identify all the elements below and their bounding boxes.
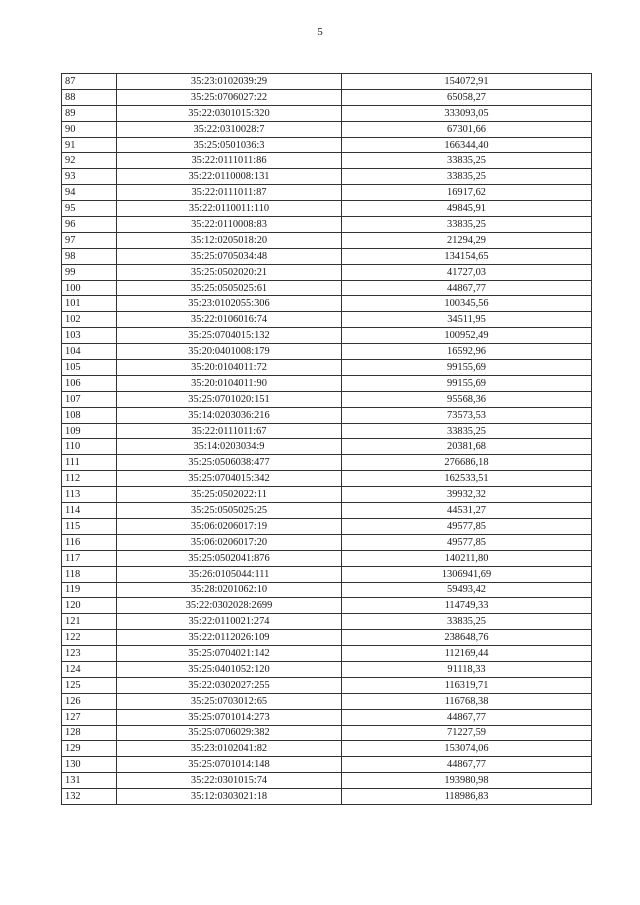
cadastral-value: 41727,03 [342, 264, 592, 280]
cadastral-number: 35:25:0501036:3 [117, 137, 342, 153]
row-number: 116 [62, 534, 117, 550]
cadastral-value: 100345,56 [342, 296, 592, 312]
cadastral-number: 35:28:0201062:10 [117, 582, 342, 598]
table-row [62, 455, 592, 471]
row-number: 118 [62, 566, 117, 582]
row-number: 104 [62, 344, 117, 360]
row-number: 126 [62, 693, 117, 709]
cadastral-number: 35:22:0110021:274 [117, 614, 342, 630]
row-number: 110 [62, 439, 117, 455]
cadastral-value: 118986,83 [342, 789, 592, 805]
row-number: 109 [62, 423, 117, 439]
table-body [62, 74, 592, 805]
cadastral-value: 59493,42 [342, 582, 592, 598]
cadastral-value: 153074,06 [342, 741, 592, 757]
table-row [62, 328, 592, 344]
cadastral-number: 35:25:0701014:273 [117, 709, 342, 725]
cadastral-number: 35:20:0104011:90 [117, 375, 342, 391]
table-row [62, 423, 592, 439]
cadastral-number: 35:22:0301015:320 [117, 105, 342, 121]
table-row [62, 391, 592, 407]
cadastral-value: 193980,98 [342, 773, 592, 789]
cadastral-number: 35:12:0303021:18 [117, 789, 342, 805]
cadastral-number: 35:25:0505025:61 [117, 280, 342, 296]
row-number: 94 [62, 185, 117, 201]
table-row [62, 185, 592, 201]
table-row [62, 661, 592, 677]
cadastral-number: 35:25:0502022:11 [117, 487, 342, 503]
page-number: 5 [317, 26, 323, 38]
row-number: 95 [62, 201, 117, 217]
row-number: 129 [62, 741, 117, 757]
cadastral-number: 35:06:0206017:19 [117, 518, 342, 534]
table-row [62, 280, 592, 296]
table-row [62, 630, 592, 646]
cadastral-number: 35:25:0703012:65 [117, 693, 342, 709]
cadastral-number: 35:25:0505025:25 [117, 503, 342, 519]
cadastral-number: 35:25:0401052:120 [117, 661, 342, 677]
row-number: 88 [62, 89, 117, 105]
row-number: 87 [62, 74, 117, 90]
cadastral-value: 44531,27 [342, 503, 592, 519]
cadastral-value-table [61, 73, 592, 805]
table-row [62, 232, 592, 248]
table-row [62, 677, 592, 693]
row-number: 121 [62, 614, 117, 630]
row-number: 119 [62, 582, 117, 598]
cadastral-value: 276686,18 [342, 455, 592, 471]
cadastral-value: 33835,25 [342, 153, 592, 169]
row-number: 112 [62, 471, 117, 487]
cadastral-number: 35:20:0401008:179 [117, 344, 342, 360]
cadastral-number: 35:25:0701014:148 [117, 757, 342, 773]
cadastral-number: 35:22:0110011:110 [117, 201, 342, 217]
cadastral-number: 35:23:0102055:306 [117, 296, 342, 312]
row-number: 106 [62, 375, 117, 391]
row-number: 97 [62, 232, 117, 248]
cadastral-number: 35:20:0104011:72 [117, 360, 342, 376]
table-row [62, 217, 592, 233]
cadastral-value: 39932,32 [342, 487, 592, 503]
table-row [62, 312, 592, 328]
cadastral-value: 166344,40 [342, 137, 592, 153]
cadastral-value: 91118,33 [342, 661, 592, 677]
cadastral-value: 162533,51 [342, 471, 592, 487]
cadastral-value: 20381,68 [342, 439, 592, 455]
row-number: 128 [62, 725, 117, 741]
cadastral-number: 35:22:0111011:86 [117, 153, 342, 169]
cadastral-number: 35:22:0110008:131 [117, 169, 342, 185]
cadastral-value: 16917,62 [342, 185, 592, 201]
cadastral-value: 67301,66 [342, 121, 592, 137]
table-row [62, 169, 592, 185]
cadastral-value: 112169,44 [342, 646, 592, 662]
table-row [62, 598, 592, 614]
cadastral-number: 35:25:0502020:21 [117, 264, 342, 280]
cadastral-number: 35:25:0701020:151 [117, 391, 342, 407]
cadastral-number: 35:22:0302028:2699 [117, 598, 342, 614]
cadastral-value: 44867,77 [342, 757, 592, 773]
row-number: 115 [62, 518, 117, 534]
cadastral-number: 35:25:0706027:22 [117, 89, 342, 105]
cadastral-value: 73573,53 [342, 407, 592, 423]
table-row [62, 693, 592, 709]
cadastral-number: 35:22:0301015:74 [117, 773, 342, 789]
table-row [62, 550, 592, 566]
cadastral-number: 35:25:0704021:142 [117, 646, 342, 662]
cadastral-value: 16592,96 [342, 344, 592, 360]
row-number: 125 [62, 677, 117, 693]
cadastral-number: 35:22:0112026:109 [117, 630, 342, 646]
table-row [62, 471, 592, 487]
row-number: 102 [62, 312, 117, 328]
table-row [62, 153, 592, 169]
cadastral-value: 49577,85 [342, 518, 592, 534]
row-number: 131 [62, 773, 117, 789]
row-number: 98 [62, 248, 117, 264]
cadastral-number: 35:25:0704015:342 [117, 471, 342, 487]
table-row [62, 74, 592, 90]
cadastral-number: 35:25:0706029:382 [117, 725, 342, 741]
table-row [62, 646, 592, 662]
table-row [62, 725, 592, 741]
cadastral-value: 71227,59 [342, 725, 592, 741]
cadastral-value: 34511,95 [342, 312, 592, 328]
table-row [62, 375, 592, 391]
cadastral-number: 35:22:0310028:7 [117, 121, 342, 137]
table-row [62, 89, 592, 105]
cadastral-number: 35:22:0111011:87 [117, 185, 342, 201]
table-row [62, 264, 592, 280]
cadastral-number: 35:14:0203034:9 [117, 439, 342, 455]
cadastral-number: 35:12:0205018:20 [117, 232, 342, 248]
cadastral-value: 238648,76 [342, 630, 592, 646]
cadastral-number: 35:25:0705034:48 [117, 248, 342, 264]
row-number: 122 [62, 630, 117, 646]
table-row [62, 439, 592, 455]
cadastral-value: 65058,27 [342, 89, 592, 105]
table-row [62, 614, 592, 630]
table-row [62, 407, 592, 423]
cadastral-number: 35:25:0502041:876 [117, 550, 342, 566]
table-row [62, 518, 592, 534]
cadastral-value: 49845,91 [342, 201, 592, 217]
row-number: 120 [62, 598, 117, 614]
cadastral-value: 154072,91 [342, 74, 592, 90]
row-number: 99 [62, 264, 117, 280]
row-number: 92 [62, 153, 117, 169]
cadastral-number: 35:25:0506038:477 [117, 455, 342, 471]
cadastral-value: 1306941,69 [342, 566, 592, 582]
cadastral-value: 33835,25 [342, 423, 592, 439]
table-row [62, 789, 592, 805]
cadastral-value: 33835,25 [342, 217, 592, 233]
cadastral-value: 116768,38 [342, 693, 592, 709]
row-number: 130 [62, 757, 117, 773]
table-row [62, 248, 592, 264]
table-row [62, 741, 592, 757]
cadastral-value: 21294,29 [342, 232, 592, 248]
cadastral-value: 140211,80 [342, 550, 592, 566]
row-number: 101 [62, 296, 117, 312]
cadastral-number: 35:23:0102041:82 [117, 741, 342, 757]
cadastral-number: 35:22:0110008:83 [117, 217, 342, 233]
row-number: 124 [62, 661, 117, 677]
cadastral-number: 35:14:0203036:216 [117, 407, 342, 423]
row-number: 100 [62, 280, 117, 296]
cadastral-value: 44867,77 [342, 709, 592, 725]
cadastral-value: 134154,65 [342, 248, 592, 264]
cadastral-value: 33835,25 [342, 614, 592, 630]
table-row [62, 105, 592, 121]
row-number: 117 [62, 550, 117, 566]
row-number: 123 [62, 646, 117, 662]
table-row [62, 296, 592, 312]
cadastral-number: 35:06:0206017:20 [117, 534, 342, 550]
table-row [62, 487, 592, 503]
row-number: 108 [62, 407, 117, 423]
row-number: 105 [62, 360, 117, 376]
table-row [62, 566, 592, 582]
cadastral-number: 35:22:0106016:74 [117, 312, 342, 328]
table-row [62, 503, 592, 519]
cadastral-number: 35:22:0111011:67 [117, 423, 342, 439]
row-number: 127 [62, 709, 117, 725]
row-number: 113 [62, 487, 117, 503]
cadastral-number: 35:26:0105044:111 [117, 566, 342, 582]
table-row [62, 121, 592, 137]
cadastral-value: 100952,49 [342, 328, 592, 344]
cadastral-value: 333093,05 [342, 105, 592, 121]
row-number: 132 [62, 789, 117, 805]
cadastral-value: 33835,25 [342, 169, 592, 185]
cadastral-number: 35:25:0704015:132 [117, 328, 342, 344]
row-number: 103 [62, 328, 117, 344]
table-row [62, 201, 592, 217]
cadastral-value: 99155,69 [342, 360, 592, 376]
cadastral-value: 44867,77 [342, 280, 592, 296]
row-number: 91 [62, 137, 117, 153]
cadastral-number: 35:22:0302027:255 [117, 677, 342, 693]
row-number: 96 [62, 217, 117, 233]
cadastral-number: 35:23:0102039:29 [117, 74, 342, 90]
table-row [62, 360, 592, 376]
row-number: 114 [62, 503, 117, 519]
row-number: 89 [62, 105, 117, 121]
cadastral-value: 116319,71 [342, 677, 592, 693]
row-number: 107 [62, 391, 117, 407]
row-number: 90 [62, 121, 117, 137]
table-row [62, 344, 592, 360]
table-row [62, 534, 592, 550]
row-number: 111 [62, 455, 117, 471]
cadastral-value: 49577,85 [342, 534, 592, 550]
table-row [62, 757, 592, 773]
cadastral-value: 99155,69 [342, 375, 592, 391]
row-number: 93 [62, 169, 117, 185]
table-row [62, 137, 592, 153]
cadastral-value: 114749,33 [342, 598, 592, 614]
table-row [62, 582, 592, 598]
cadastral-value: 95568,36 [342, 391, 592, 407]
table-row [62, 709, 592, 725]
table-row [62, 773, 592, 789]
